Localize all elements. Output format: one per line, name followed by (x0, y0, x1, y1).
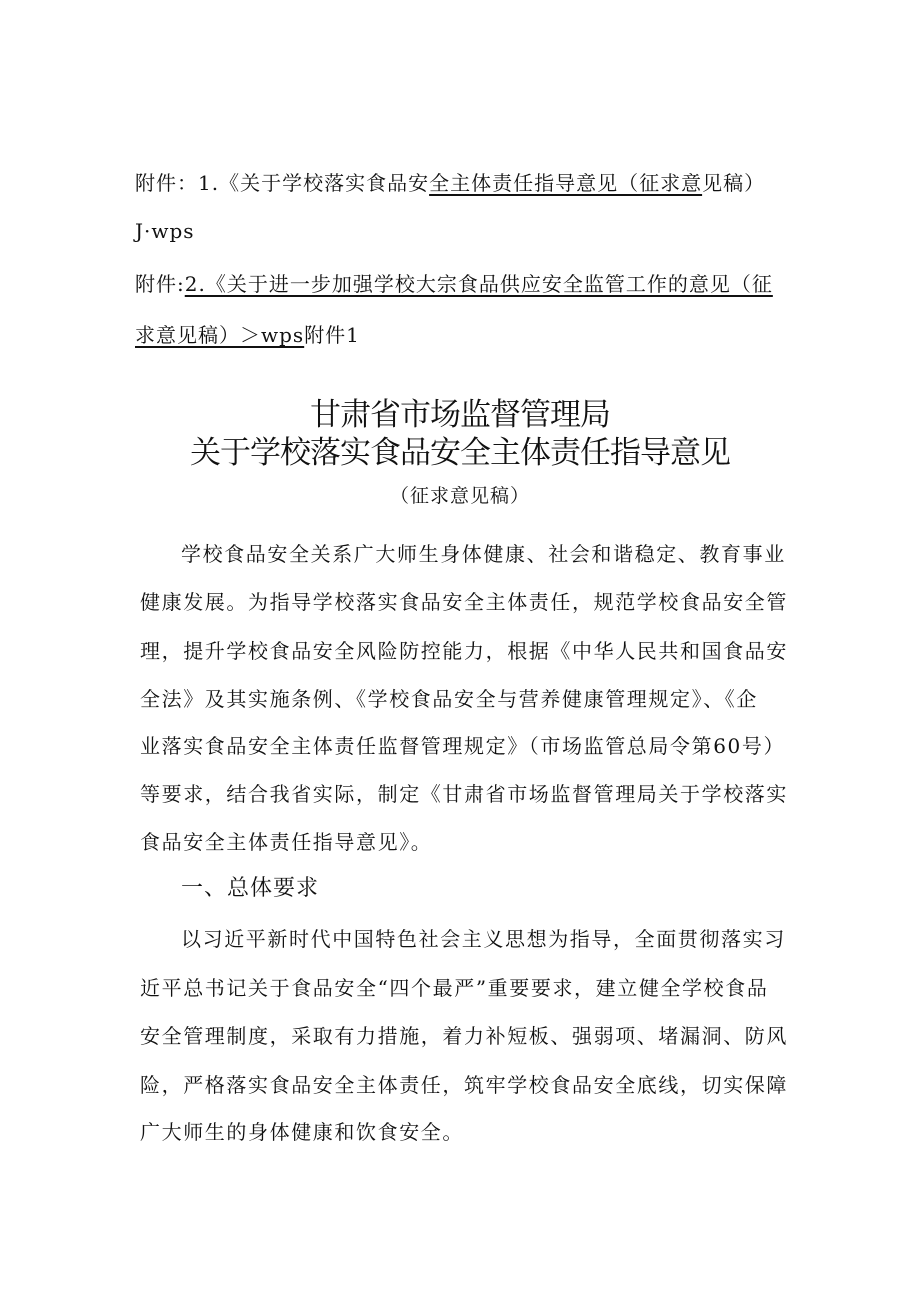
attachment-2-suffix: 附件1 (304, 323, 360, 347)
intro-line: 全法》及其实施条例、《学校食品安全与营养健康管理规定》、《企 (140, 687, 758, 711)
intro-line: 健康发展。为指导学校落实食品安全主体责任，规范学校食品安全管 (140, 590, 788, 614)
section-1-line: 安全管理制度，采取有力措施，着力补短板、强弱项、堵漏洞、防风 (140, 1024, 788, 1048)
attachment-2-filename[interactable] (135, 321, 360, 349)
attachment-1-link[interactable]: 全主体责任指导意见（征求意 (429, 171, 703, 195)
intro-line: 理，提升学校食品安全风险防控能力，根据《中华人民共和国食品安 (140, 639, 788, 663)
attachment-1-filename[interactable] (135, 217, 195, 245)
intro-line: 等要求，结合我省实际，制定《甘肃省市场监督管理局关于学校落实 (140, 782, 788, 806)
attachment-1-ext: J·wps (135, 219, 195, 243)
section-1-line: 险，严格落实食品安全主体责任，筑牢学校食品安全底线，切实保障 (140, 1073, 788, 1097)
document-subtitle: （征求意见稿） (389, 485, 530, 507)
intro-line: 食品安全主体责任指导意见》。 (140, 830, 433, 854)
attachment-1-line[interactable] (135, 169, 765, 197)
intro-line: 业落实食品安全主体责任监督管理规定》（市场监管总局令第60号） (140, 734, 786, 758)
document-title-line-2: 关于学校落实食品安全主体责任指导意见 (190, 435, 730, 471)
attachment-2-line[interactable] (135, 270, 773, 298)
intro-line: 学校食品安全关系广大师生身体健康、社会和谐稳定、教育事业 (181, 542, 786, 566)
section-1-line: 以习近平新时代中国特色社会主义思想为指导，全面贯彻落实习 (181, 927, 786, 951)
section-1-heading: 一、总体要求 (181, 876, 320, 901)
attachment-2-link-cont[interactable]: 求意见稿）＞wps (135, 323, 305, 347)
attachment-1-prefix: 附件：1.《关于学校落实食品安 (135, 171, 430, 195)
section-1-line: 广大师生的身体健康和饮食安全。 (140, 1120, 464, 1144)
section-1-line: 近平总书记关于食品安全“四个最严”重要要求，建立健全学校食品 (140, 976, 769, 1000)
attachment-1-suffix: 见稿） (702, 171, 766, 195)
attachment-2-link[interactable]: 2.《关于进一步加强学校大宗食品供应安全监管工作的意见（征 (184, 272, 773, 296)
document-title-line-1: 甘肃省市场监督管理局 (310, 397, 610, 433)
attachment-2-prefix: 附件: (135, 272, 185, 296)
